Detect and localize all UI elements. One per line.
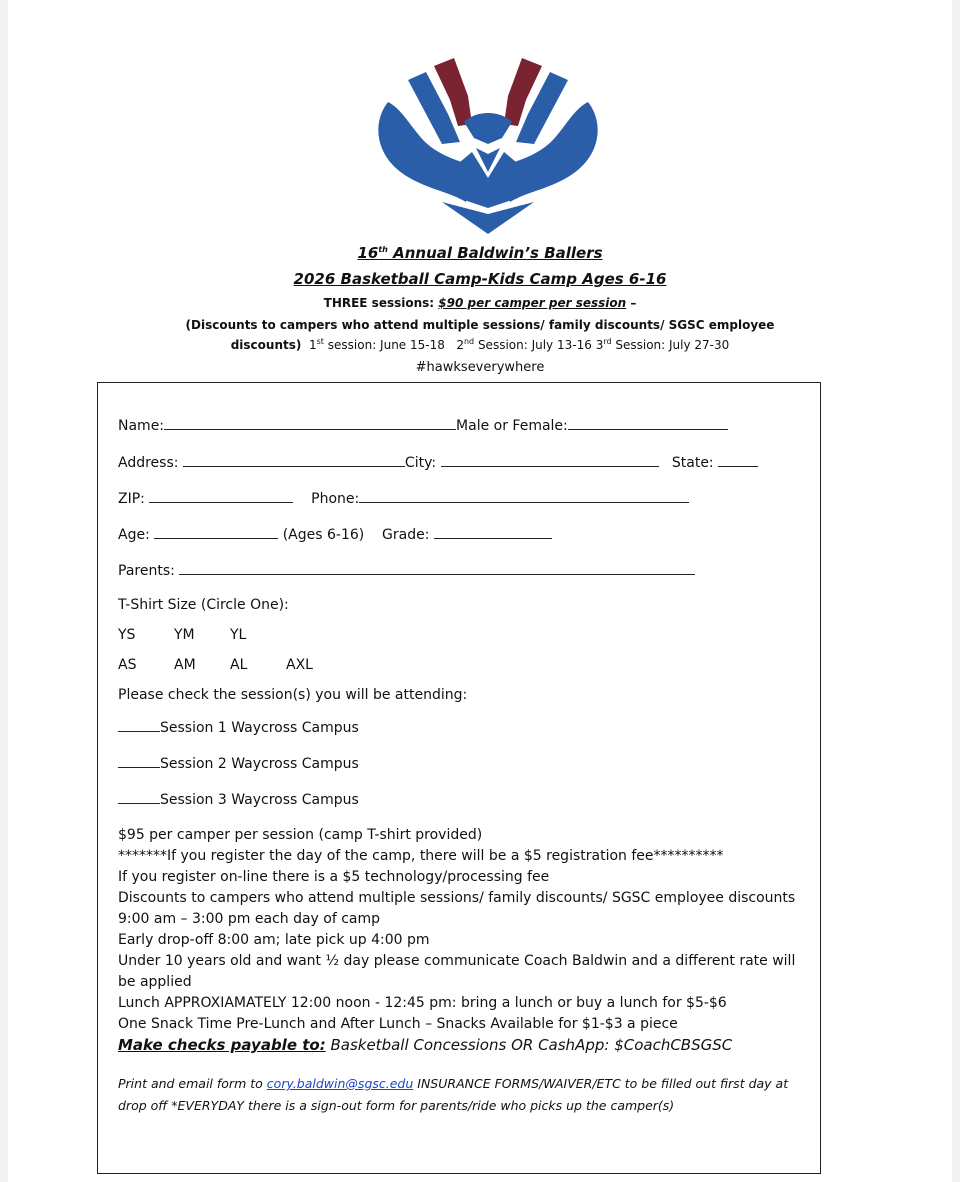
session-2-row: Session 2 Waycross Campus [118,753,359,772]
camp-title: 16th Annual Baldwin’s Ballers [357,244,603,262]
phone-field[interactable] [359,488,689,503]
age-field[interactable] [154,524,278,539]
adult-sizes-row [118,657,342,673]
parents-field[interactable] [179,560,695,575]
info-line: Early drop-off 8:00 am; late pick up 4:00 pm [118,932,430,948]
session-1-check[interactable] [118,717,160,732]
hashtag: #hawkseverywhere [415,360,545,375]
sessions-price-line: THREE sessions: $90 per camper per session – [323,296,637,310]
info-line: Lunch APPROXIAMATELY 12:00 noon - 12:45 pm: bring a lunch or buy a lunch for $5-$6 [118,995,727,1011]
info-line: Discounts to campers who attend multiple sessions/ family discounts/ SGSC employee discounts [118,890,796,906]
camp-info [118,825,808,1057]
footer-instructions: Print and email form to cory.baldwin@sgsc.edu INSURANCE FORMS/WAIVER/ETC to be filled out first day at drop off *EVERYDAY there is a sign-out form for parents/ride who picks up the camper(s) [118,1076,789,1113]
info-line: If you register on-line there is a $5 technology/processing fee [118,869,550,885]
hawk-logo [368,52,608,237]
discounts-line: (Discounts to campers who attend multiple sessions/ family discounts/ SGSC employee [185,318,775,332]
size-option[interactable]: AXL [286,657,313,673]
state-field[interactable] [718,452,758,467]
info-line: 9:00 am – 3:00 pm each day of camp [118,911,381,927]
name-field[interactable] [164,415,456,430]
info-line: Under 10 years old and want ½ day please communicate Coach Baldwin and a different rate will be applied [118,953,796,990]
grade-field[interactable] [434,524,552,539]
address-row: Address: City: State: [118,452,758,471]
age-grade-row: Age: (Ages 6-16) Grade: [118,524,552,543]
gender-field[interactable] [568,415,728,430]
session-3-row: Session 3 Waycross Campus [118,789,359,808]
camp-subtitle: 2026 Basketball Camp-Kids Camp Ages 6-16 [293,270,667,288]
size-option[interactable]: YS [118,627,136,643]
size-option[interactable]: YL [230,627,247,643]
size-option[interactable]: AS [118,657,137,673]
size-option[interactable]: AM [174,657,196,673]
hawk-head [464,113,512,144]
size-option[interactable]: AL [230,657,248,673]
zip-phone-row: ZIP: Phone: [118,488,689,507]
youth-sizes-row [118,627,286,643]
tshirt-label: T-Shirt Size (Circle One): [118,597,289,613]
session-1-row: Session 1 Waycross Campus [118,717,359,736]
hawk-left-wing [378,102,468,202]
name-row: Name: Male or Female: [118,415,728,434]
info-line: *******If you register the day of the camp, there will be a $5 registration fee********** [118,848,724,864]
session-prompt: Please check the session(s) you will be attending: [118,687,468,703]
info-line: $95 per camper per session (camp T-shirt provided) [118,827,483,843]
session-2-check[interactable] [118,753,160,768]
document-page [8,0,952,1182]
registration-form-box [97,382,821,1174]
size-option[interactable]: YM [174,627,195,643]
session-3-check[interactable] [118,789,160,804]
city-field[interactable] [441,452,659,467]
hawk-right-wing [508,102,598,202]
zip-field[interactable] [149,488,293,503]
email-link[interactable]: cory.baldwin@sgsc.edu [266,1076,414,1091]
checks-payable-line: Make checks payable to: Basketball Concessions OR CashApp: $CoachCBSGSC [118,1036,733,1054]
session-dates-line: discounts) 1st session: June 15-18 2nd Session: July 13-16 3rd Session: July 27-30 [230,337,730,352]
info-line: One Snack Time Pre-Lunch and After Lunch – Snacks Available for $1-$3 a piece [118,1016,678,1032]
parents-row: Parents: [118,560,695,579]
address-field[interactable] [183,452,405,467]
